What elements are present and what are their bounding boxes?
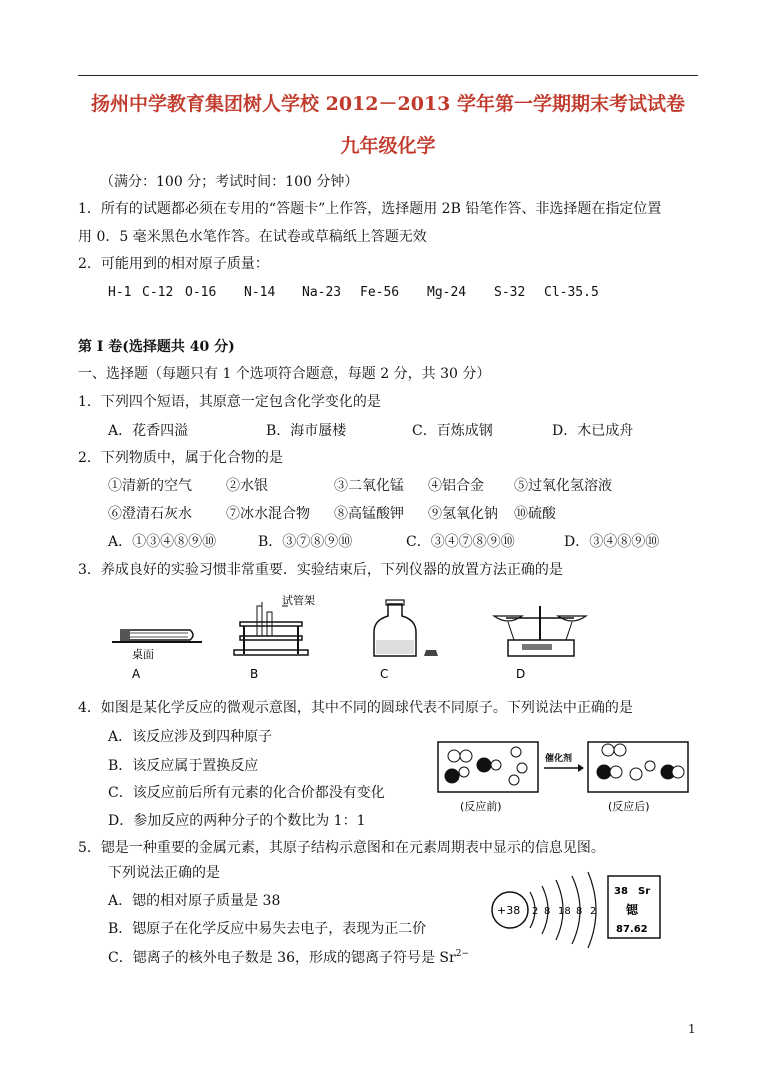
shell-electrons: 18 [558, 906, 571, 917]
element-number: 38 [614, 886, 628, 897]
substance-item: ⑦冰水混合物 [226, 506, 310, 522]
atomic-mass-list [108, 283, 599, 303]
figure-a-test-tube-on-desk [112, 629, 202, 681]
option-b: B．锶原子在化学反应中易失去电子，表现为正二价 [108, 921, 427, 937]
figure-c-reagent-bottle [374, 600, 438, 681]
atomic-mass: N-14 [244, 285, 276, 300]
option-a: A．①③④⑧⑨⑩ [108, 534, 217, 550]
instruction-2: 2．可能用到的相对原子质量： [78, 256, 269, 272]
substance-item: ⑨氢氧化钠 [428, 506, 498, 522]
question-4-stem: 4．如图是某化学反应的微观示意图，其中不同的圆球代表不同原子。下列说法中正确的是 [78, 700, 633, 716]
figure-d-balance [494, 606, 586, 681]
atomic-mass: H-1 [108, 285, 132, 300]
score-time: （满分：100 分；考试时间：100 分钟） [100, 174, 359, 190]
exam-title: 扬州中学教育集团树人学校 2012－2013 学年第一学期期末考试试卷 [91, 93, 685, 115]
option-d: D．③④⑧⑨⑩ [564, 534, 660, 550]
page-number: 1 [688, 1022, 696, 1036]
desk-label: 桌面 [132, 648, 154, 661]
option-c: C．③④⑦⑧⑨⑩ [406, 534, 515, 550]
option-a: A．花香四溢 [108, 423, 189, 439]
shell-electrons: 2 [590, 906, 597, 917]
header-rule [78, 75, 698, 76]
atomic-mass: C-12 [142, 285, 174, 300]
part-heading: 一、选择题（每题只有 1 个选项符合题意，每题 2 分，共 30 分） [78, 366, 491, 382]
substance-item: ⑧高锰酸钾 [334, 506, 404, 522]
question-2-row-2 [108, 504, 556, 524]
element-mass: 87.62 [616, 924, 648, 935]
reaction-diagram [432, 736, 696, 816]
shell-electrons: 8 [544, 906, 551, 917]
substance-item: ④铝合金 [428, 478, 484, 494]
atomic-mass: Cl-35.5 [544, 285, 599, 300]
atomic-mass: Fe-56 [360, 285, 400, 300]
option-c [108, 948, 469, 968]
figure-label-a: A [132, 667, 141, 681]
substance-item: ③二氧化锰 [334, 478, 404, 494]
atomic-mass: Na-23 [302, 285, 342, 300]
instruction-1-line-2: 用 0．5 毫米黑色水笔作答。在试卷或草稿纸上答题无效 [78, 229, 427, 245]
question-2-options [108, 532, 659, 552]
after-reaction-box [588, 742, 688, 792]
exam-subtitle: 九年级化学 [340, 135, 436, 157]
shell-electrons: 2 [532, 906, 539, 917]
substance-item: ⑩硫酸 [514, 506, 556, 522]
after-label: (反应后) [608, 800, 650, 813]
option-c: C．百炼成钢 [412, 423, 493, 439]
option-c-text: C．锶离子的核外电子数是 36，形成的锶离子符号是 Sr [108, 950, 456, 966]
question-5-stem-2: 下列说法正确的是 [108, 865, 220, 881]
question-2-stem: 2．下列物质中，属于化合物的是 [78, 450, 283, 466]
atomic-mass: Mg-24 [427, 285, 467, 300]
option-d: D．参加反应的两种分子的个数比为 1：1 [108, 813, 366, 829]
catalyst-label: 催化剂 [545, 754, 573, 764]
element-name: 锶 [626, 903, 639, 917]
element-symbol: Sr [638, 886, 651, 897]
question-1-options [108, 421, 633, 441]
substance-item: ①清新的空气 [108, 478, 192, 494]
atomic-mass: O-16 [185, 285, 217, 300]
periodic-table-cell [608, 876, 660, 938]
question-1-stem: 1．下列四个短语，其原意一定包含化学变化的是 [78, 394, 381, 410]
question-2-row-1 [108, 476, 612, 496]
figure-label-b: B [250, 667, 259, 681]
before-label: (反应前) [460, 800, 502, 813]
ion-charge-superscript: 2− [455, 949, 469, 959]
figure-label-d: D [516, 667, 526, 681]
catalyst-arrow [544, 752, 584, 772]
figure-label-c: C [380, 667, 389, 681]
before-reaction-box [438, 742, 538, 792]
rack-label: 试管架 [282, 594, 315, 607]
option-b: B．③⑦⑧⑨⑩ [258, 534, 353, 550]
nucleus-charge: +38 [497, 904, 521, 917]
question-3-stem: 3．养成良好的实验习惯非常重要．实验结束后，下列仪器的放置方法正确的是 [78, 562, 563, 578]
atom-structure-diagram [492, 872, 596, 948]
lab-apparatus-figure [110, 592, 590, 686]
option-b: B．海市蜃楼 [266, 423, 347, 439]
question-5-stem: 5．锶是一种重要的金属元素，其原子结构示意图和在元素周期表中显示的信息见图。 [78, 840, 605, 856]
option-a: A．该反应涉及到四种原子 [108, 729, 273, 745]
shell-electrons: 8 [576, 906, 583, 917]
instruction-1-line-1: 1．所有的试题都必须在专用的“答题卡”上作答，选择题用 2B 铅笔作答、非选择题在指定位置 [78, 201, 662, 217]
substance-item: ⑥澄清石灰水 [108, 506, 192, 522]
strontium-atom-structure [486, 866, 666, 950]
substance-item: ②水银 [226, 478, 268, 494]
figure-b-test-tube-rack [234, 593, 315, 681]
atomic-mass: S-32 [494, 285, 526, 300]
option-a: A．锶的相对原子质量是 38 [108, 893, 281, 909]
substance-item: ⑤过氧化氢溶液 [514, 478, 612, 494]
section-heading: 第 I 卷(选择题共 40 分) [78, 339, 235, 355]
option-d: D．木已成舟 [552, 423, 634, 439]
option-b: B．该反应属于置换反应 [108, 758, 259, 774]
option-c: C．该反应前后所有元素的化合价都没有变化 [108, 785, 385, 801]
